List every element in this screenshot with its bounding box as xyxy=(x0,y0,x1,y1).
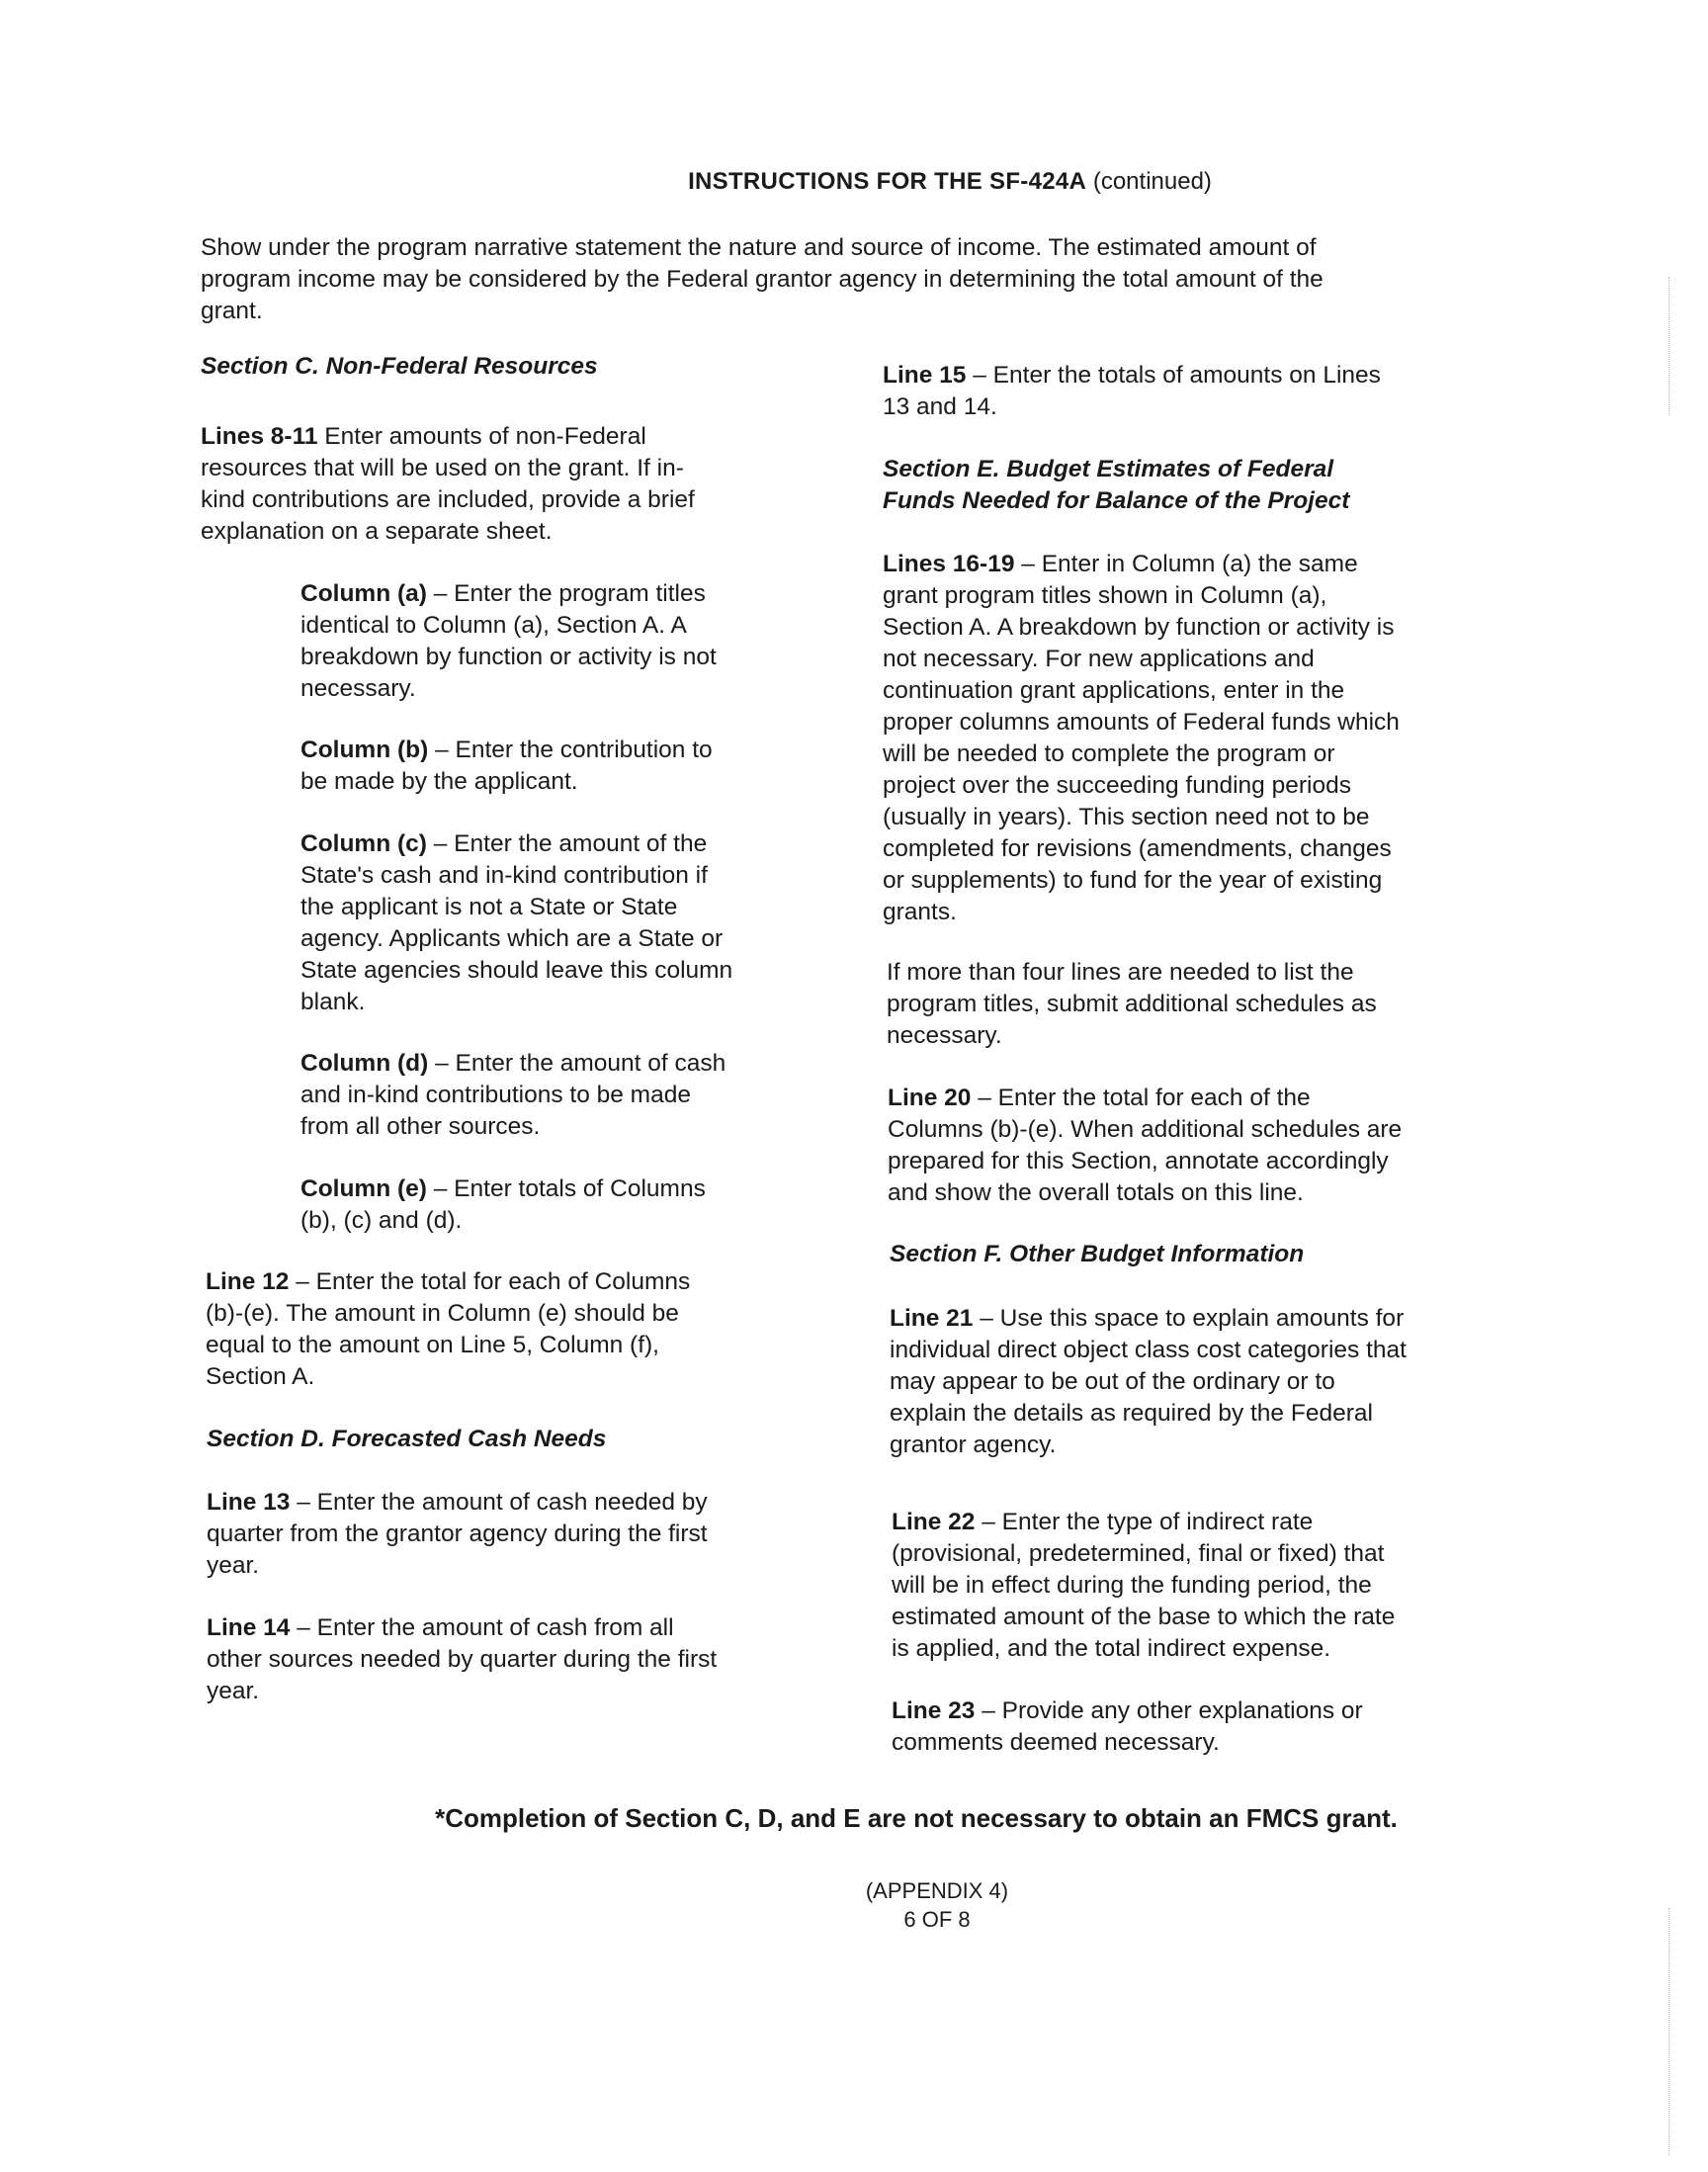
more-lines-paragraph xyxy=(887,957,1377,1052)
line-text: other sources needed by quarter during the first xyxy=(207,1646,718,1673)
text-line xyxy=(300,673,717,705)
line-text: year. xyxy=(207,1678,260,1704)
intro-paragraph xyxy=(201,232,1324,327)
line-text: grants. xyxy=(883,899,957,925)
line-text: be made by the applicant. xyxy=(300,768,578,795)
section-c-heading: Section C. Non-Federal Resources xyxy=(201,353,598,380)
text-line xyxy=(300,642,717,673)
text-line xyxy=(300,828,732,860)
line-text: the applicant is not a State or State xyxy=(300,894,678,920)
text-line xyxy=(888,1146,1402,1177)
text-line xyxy=(300,766,713,798)
text-line: Show under the program narrative statement the nature and source of income. The estimated amount of xyxy=(201,234,1317,261)
text-line xyxy=(883,675,1400,707)
line-text: continuation grant applications, enter in the xyxy=(883,677,1345,704)
scan-edge-mark xyxy=(1668,277,1669,415)
line-text: – Enter the totals of amounts on Lines xyxy=(966,362,1381,389)
line-text: kind contributions are included, provide a brief xyxy=(201,486,695,513)
text-line xyxy=(206,1330,690,1361)
line-text: grantor agency. xyxy=(890,1432,1057,1458)
line-text: explanation on a separate sheet. xyxy=(201,518,553,545)
line-23-paragraph xyxy=(892,1695,1363,1759)
text-line xyxy=(206,1361,690,1393)
text-line: program income may be considered by the Federal grantor agency in determining the total amount of the xyxy=(201,266,1324,293)
line-text: project over the succeeding funding periods xyxy=(883,772,1351,799)
line-text: – Enter the amount of cash xyxy=(428,1050,726,1077)
line-text: resources that will be used on the grant. If in- xyxy=(201,455,684,481)
line-text: – Enter the type of indirect rate xyxy=(975,1509,1314,1535)
paragraph-lead: Lines 8-11 xyxy=(201,423,318,450)
section-d-heading: Section D. Forecasted Cash Needs xyxy=(207,1426,607,1452)
line-text: and in-kind contributions to be made xyxy=(300,1082,691,1108)
line-text: equal to the amount on Line 5, Column (f), xyxy=(206,1332,659,1358)
text-line xyxy=(300,987,732,1018)
line-text: not necessary. For new applications and xyxy=(883,646,1315,672)
footer-note: *Completion of Section C, D, and E are not necessary to obtain an FMCS grant. xyxy=(435,1803,1398,1833)
text-line xyxy=(892,1538,1395,1570)
text-line xyxy=(300,955,732,987)
line-text: necessary. xyxy=(300,675,416,702)
text-line xyxy=(300,1111,726,1143)
section-f-heading: Section F. Other Budget Information xyxy=(890,1241,1305,1267)
line-13-paragraph xyxy=(207,1487,708,1582)
page-title: INSTRUCTIONS FOR THE SF-424A (continued) xyxy=(688,168,1212,195)
section-e-heading xyxy=(883,454,1349,517)
text-line: Funds Needed for Balance of the Project xyxy=(883,487,1350,514)
paragraph-lead: Lines 16-19 xyxy=(883,551,1015,577)
line-text: identical to Column (a), Section A. A xyxy=(300,612,687,639)
line-text: (b), (c) and (d). xyxy=(300,1207,463,1234)
text-line xyxy=(892,1507,1395,1538)
text-line xyxy=(300,860,732,892)
line-20-paragraph xyxy=(888,1083,1402,1209)
text-line xyxy=(892,1695,1363,1727)
text-line xyxy=(883,644,1400,675)
line-text: – Enter the program titles xyxy=(426,580,706,607)
line-text: Columns (b)-(e). When additional schedules are xyxy=(888,1116,1403,1143)
line-text: Enter amounts of non-Federal xyxy=(317,423,646,450)
paragraph-lead: Line 20 xyxy=(888,1085,972,1111)
line-text: may appear to be out of the ordinary or to xyxy=(890,1368,1335,1395)
text-line xyxy=(888,1177,1402,1209)
text-line xyxy=(300,578,717,610)
page-number: 6 OF 8 xyxy=(903,1907,971,1932)
line-text: – Use this space to explain amounts for xyxy=(973,1305,1405,1332)
paragraph-lead: Line 23 xyxy=(892,1697,976,1724)
text-line: Section E. Budget Estimates of Federal xyxy=(883,456,1334,482)
line-12-paragraph xyxy=(206,1266,690,1393)
line-text: will be needed to complete the program or xyxy=(883,740,1335,767)
text-line xyxy=(300,735,713,766)
text-line xyxy=(883,770,1400,802)
line-text: or supplements) to fund for the year of existing xyxy=(883,867,1383,894)
paragraph-lead: Line 21 xyxy=(890,1305,974,1332)
text-line: If more than four lines are needed to list the xyxy=(887,959,1354,986)
text-line xyxy=(201,516,695,548)
text-line xyxy=(890,1398,1407,1430)
text-line xyxy=(888,1114,1402,1146)
appendix-label: (APPENDIX 4) xyxy=(865,1878,1009,1903)
line-14-paragraph xyxy=(207,1612,717,1707)
text-line xyxy=(883,802,1400,833)
line-text: – Enter in Column (a) the same xyxy=(1014,551,1358,577)
lines-8-11-paragraph xyxy=(201,421,695,548)
text-line xyxy=(890,1366,1407,1398)
line-text: State's cash and in-kind contribution if xyxy=(300,862,708,889)
paragraph-lead: Column (d) xyxy=(300,1050,429,1077)
text-line xyxy=(300,1205,706,1237)
text-line xyxy=(207,1676,717,1707)
paragraph-lead: Line 15 xyxy=(883,362,967,389)
column-c-paragraph xyxy=(300,828,732,1018)
text-line xyxy=(206,1266,690,1298)
text-line xyxy=(883,391,1381,423)
line-text: (b)-(e). The amount in Column (e) should be xyxy=(206,1300,679,1327)
paragraph-lead: Line 22 xyxy=(892,1509,976,1535)
line-text: explain the details as required by the Federal xyxy=(890,1400,1373,1427)
line-text: will be in effect during the funding period, the xyxy=(892,1572,1372,1599)
text-line xyxy=(201,484,695,516)
line-text: – Enter the total for each of Columns xyxy=(289,1268,691,1295)
line-text: year. xyxy=(207,1552,260,1579)
line-text: – Enter the amount of cash from all xyxy=(290,1614,674,1641)
line-text: proper columns amounts of Federal funds which xyxy=(883,709,1400,736)
line-text: estimated amount of the base to which the rate xyxy=(892,1604,1396,1630)
text-line: program titles, submit additional schedules as xyxy=(887,991,1377,1017)
line-text: and show the overall totals on this line. xyxy=(888,1179,1304,1206)
line-text: – Enter the amount of cash needed by xyxy=(290,1489,708,1516)
line-text: from all other sources. xyxy=(300,1113,541,1140)
text-line xyxy=(892,1727,1363,1759)
text-line xyxy=(883,865,1400,897)
text-line xyxy=(201,421,695,453)
text-line xyxy=(300,923,732,955)
text-line xyxy=(883,833,1400,865)
line-text: – Provide any other explanations or xyxy=(975,1697,1363,1724)
text-line xyxy=(883,549,1400,580)
text-line xyxy=(892,1602,1395,1633)
line-22-paragraph xyxy=(892,1507,1395,1665)
line-text: – Enter totals of Columns xyxy=(426,1175,706,1202)
text-line xyxy=(883,738,1400,770)
text-line xyxy=(300,610,717,642)
scan-edge-mark xyxy=(1668,1908,1669,2155)
text-line xyxy=(207,1519,708,1550)
column-a-paragraph xyxy=(300,578,717,705)
paragraph-lead: Line 12 xyxy=(206,1268,290,1295)
line-text: quarter from the grantor agency during the first xyxy=(207,1520,708,1547)
line-text: agency. Applicants which are a State or xyxy=(300,925,724,952)
text-line xyxy=(300,1173,706,1205)
text-line xyxy=(206,1298,690,1330)
text-line xyxy=(883,897,1400,928)
text-line: grant. xyxy=(201,298,263,324)
line-text: breakdown by function or activity is not xyxy=(300,644,717,670)
column-e-paragraph xyxy=(300,1173,706,1237)
text-line xyxy=(207,1487,708,1519)
line-text: is applied, and the total indirect expense. xyxy=(892,1635,1331,1662)
line-text: – Enter the contribution to xyxy=(428,737,713,763)
line-text: State agencies should leave this column xyxy=(300,957,733,984)
page-footer xyxy=(0,1876,1708,1934)
line-text: – Enter the amount of the xyxy=(426,830,708,857)
text-line: necessary. xyxy=(887,1022,1002,1049)
line-text: individual direct object class cost categories that xyxy=(890,1337,1407,1363)
paragraph-lead: Column (e) xyxy=(300,1175,427,1202)
line-text: completed for revisions (amendments, changes xyxy=(883,835,1392,862)
text-line xyxy=(890,1303,1407,1335)
line-text: blank. xyxy=(300,989,366,1015)
paragraph-lead: Line 14 xyxy=(207,1614,291,1641)
line-text: Section A. xyxy=(206,1363,315,1390)
text-line xyxy=(300,1048,726,1080)
text-line xyxy=(883,612,1400,644)
text-line xyxy=(883,360,1381,391)
text-line xyxy=(890,1335,1407,1366)
column-d-paragraph xyxy=(300,1048,726,1143)
line-text: (provisional, predetermined, final or fixed) that xyxy=(892,1540,1385,1567)
paragraph-lead: Column (a) xyxy=(300,580,427,607)
text-line xyxy=(892,1570,1395,1602)
text-line xyxy=(300,892,732,923)
line-text: prepared for this Section, annotate accordingly xyxy=(888,1148,1389,1174)
line-text: – Enter the total for each of the xyxy=(971,1085,1311,1111)
text-line xyxy=(883,707,1400,738)
line-text: grant program titles shown in Column (a), xyxy=(883,582,1327,609)
text-line xyxy=(201,453,695,484)
text-line xyxy=(207,1644,717,1676)
text-line xyxy=(300,1080,726,1111)
text-line xyxy=(890,1430,1407,1461)
line-text: (usually in years). This section need not to be xyxy=(883,804,1370,830)
text-line xyxy=(892,1633,1395,1665)
line-text: Section A. A breakdown by function or activity is xyxy=(883,614,1395,641)
paragraph-lead: Column (b) xyxy=(300,737,429,763)
column-b-paragraph xyxy=(300,735,713,798)
paragraph-lead: Line 13 xyxy=(207,1489,291,1516)
line-21-paragraph xyxy=(890,1303,1407,1461)
paragraph-lead: Column (c) xyxy=(300,830,427,857)
text-line xyxy=(207,1612,717,1644)
line-text: comments deemed necessary. xyxy=(892,1729,1220,1756)
line-15-paragraph xyxy=(883,360,1381,423)
text-line xyxy=(888,1083,1402,1114)
line-text: 13 and 14. xyxy=(883,393,997,420)
lines-16-19-paragraph xyxy=(883,549,1400,928)
text-line xyxy=(883,580,1400,612)
text-line xyxy=(207,1550,708,1582)
